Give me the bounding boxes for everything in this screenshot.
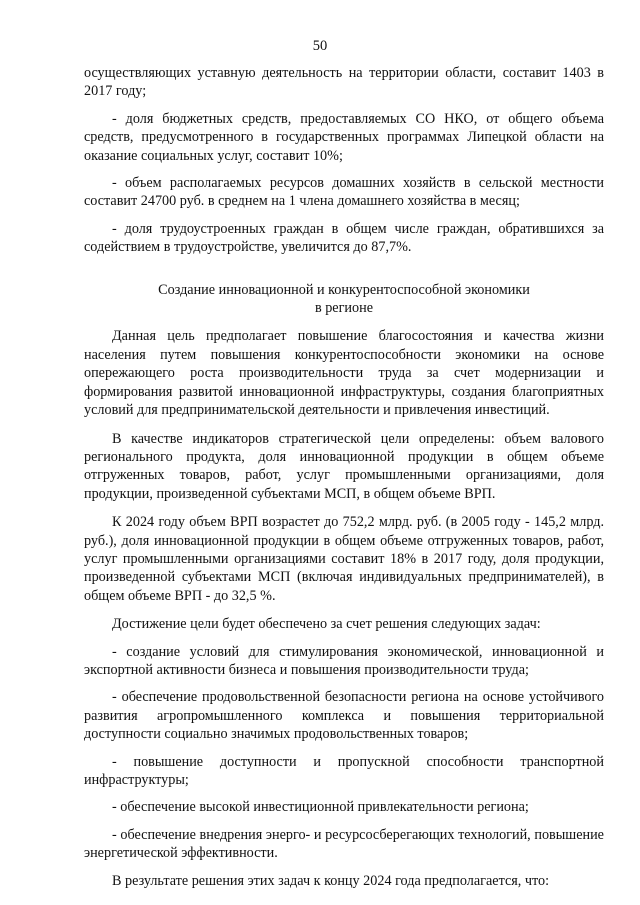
list-item-task-investment: - обеспечение высокой инвестиционной привлекательности региона;: [112, 799, 529, 816]
list-item-task-export-activity: - создание условий для стимулирования экономической, инновационной и экспортной активности бизнеса и повышения производительности труда;: [84, 643, 604, 678]
paragraph-continuation: осуществляющих уставную деятельность на территории области, составит 1403 в 2017 году;: [84, 65, 604, 100]
list-item-task-food-security: - обеспечение продовольственной безопасности региона на основе устойчивого развития агропромышленного комплекса и повышения территориальной доступности социально значимых продовольственных товаров;: [84, 689, 604, 743]
paragraph-indicators: В качестве индикаторов стратегической цели определены: объем валового регионального продукта, доля инновационной продукции в общем объеме отгруженных товаров, работ, услуг промышленными организациями, доля продукции, произведенной субъектами МСП, в общем объеме ВРП.: [84, 430, 604, 502]
section-heading-line-2: в регионе: [314, 300, 374, 317]
paragraph-goal-description: Данная цель предполагает повышение благосостояния и качества жизни населения путем повышения конкурентоспособности экономики на основе опережающего роста производительности труда за счет модернизации и формирования развитой инновационной инфраструктуры, создания благоприятных условий для предпринимательской деятельности и привлечения инвестиций.: [84, 328, 604, 419]
section-heading-line-1: Создание инновационной и конкурентоспособной экономики: [158, 281, 530, 298]
list-item-household-resources: - объем располагаемых ресурсов домашних хозяйств в сельской местности составит 24700 руб. в среднем на 1 члена домашнего хозяйства в месяц;: [84, 175, 604, 210]
paragraph-expected-results: В результате решения этих задач к концу 2024 года предполагается, что:: [112, 872, 550, 889]
list-item-task-energy-efficiency: - обеспечение внедрения энерго- и ресурсосберегающих технологий, повышение энергетической эффективности.: [84, 826, 604, 862]
paragraph-tasks-intro: Достижение цели будет обеспечено за счет решения следующих задач:: [112, 616, 541, 633]
paragraph-grp-forecast: К 2024 году объем ВРП возрастет до 752,2 млрд. руб. (в 2005 году - 145,2 млрд. руб.), доля инновационной продукции в общем объеме отгруженных товаров, работ, услуг промышленными организациями составит 18% в 2017 году, доля продукции, произведенной субъектами МСП (включая индивидуальных предпринимателей), в общем объеме ВРП - до 32,5 %.: [84, 514, 604, 604]
document-body: [84, 64, 604, 890]
list-item-nko-budget-share: - доля бюджетных средств, предоставляемых СО НКО, от общего объема средств, предусмотренного в государственных программах Липецкой области на оказание социальных услуг, составит 10%;: [84, 110, 604, 164]
page-number: 50: [312, 38, 328, 54]
list-item-task-transport: - повышение доступности и пропускной способности транспортной инфраструктуры;: [84, 753, 604, 788]
list-item-employment-share: - доля трудоустроенных граждан в общем числе граждан, обратившихся за содействием в трудоустройстве, увеличится до 87,7%.: [84, 220, 604, 256]
section-heading: [84, 281, 604, 318]
